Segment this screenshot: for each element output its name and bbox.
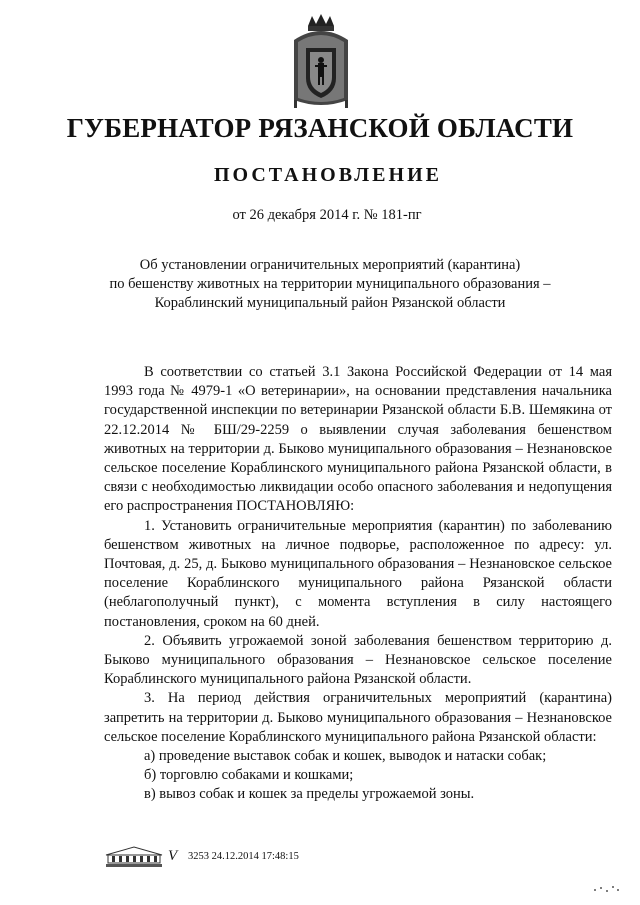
signature-mark: V — [168, 848, 178, 864]
item-3: 3. На период действия ограничительных мероприятий (карантина) запретить на территории д. Быково муниципального образования – Незнановское сельское поселение Кораблинского муниципального района Рязанской области: — [104, 690, 612, 745]
scan-artifact — [592, 881, 622, 895]
subject-line: Об установлении ограничительных мероприятий (карантина) — [139, 257, 521, 273]
document-date-number: от 26 декабря 2014 г. № 181-пг — [232, 207, 422, 223]
preamble-paragraph — [104, 363, 612, 517]
item-1: 1. Установить ограничительные мероприятия (карантин) по заболеванию бешенством животных на личное подворье, расположенное по адресу: ул. Почтовая, д. 25, д. Быково муниципального образования – Незнановское сельское поселение Кораблинского муниципального района Рязанской области (неблагополучный пункт), с момента вступления в силу настоящего постановления, сроком на 60 дней. — [104, 517, 612, 630]
subject-line: Кораблинский муниципальный район Рязанской области — [154, 295, 506, 311]
building-logo-icon — [104, 845, 164, 869]
coat-of-arms-icon — [288, 12, 354, 110]
preamble-text: В соответствии со статьей 3.1 Закона Российской Федерации от 14 мая 1993 года № 4979-1 «О ветеринарии», на основании представления начальника государственной инспекции по ветеринарии Рязанской области Б.В. Шемякина от 22.12.2014 № БШ/29-2259 о выявлении случая заболевания бешенством животных на территории д. Быково муниципального образования – Незнановское сельское поселение Кораблинского муниципального района Рязанской области, в связи с необходимостью ликвидации особо опасного заболевания и недопущения его распространения — [104, 364, 612, 515]
item-3b: б) торговлю собаками и кошками; — [144, 767, 354, 784]
item-3c: в) вывоз собак и кошек за пределы угрожаемой зоны. — [144, 786, 475, 803]
registration-stamp: 3253 24.12.2014 17:48:15 — [188, 851, 299, 862]
document-type: ПОСТАНОВЛЕНИЕ — [214, 164, 442, 186]
document-body — [104, 363, 612, 805]
decree-word: ПОСТАНОВЛЯЮ: — [236, 498, 355, 515]
item-2: 2. Объявить угрожаемой зоной заболевания бешенством территорию д. Быково муниципального образования – Незнановское сельское поселение Кораблинского муниципального района Рязанской области. — [104, 632, 612, 688]
authority-title: ГУБЕРНАТОР РЯЗАНСКОЙ ОБЛАСТИ — [66, 113, 574, 143]
item-3a: а) проведение выставок собак и кошек, выводок и натаски собак; — [144, 748, 547, 765]
document-subject — [100, 256, 560, 313]
registration-footer — [104, 845, 404, 871]
subject-line: по бешенству животных на территории муниципального образования – — [109, 276, 551, 292]
